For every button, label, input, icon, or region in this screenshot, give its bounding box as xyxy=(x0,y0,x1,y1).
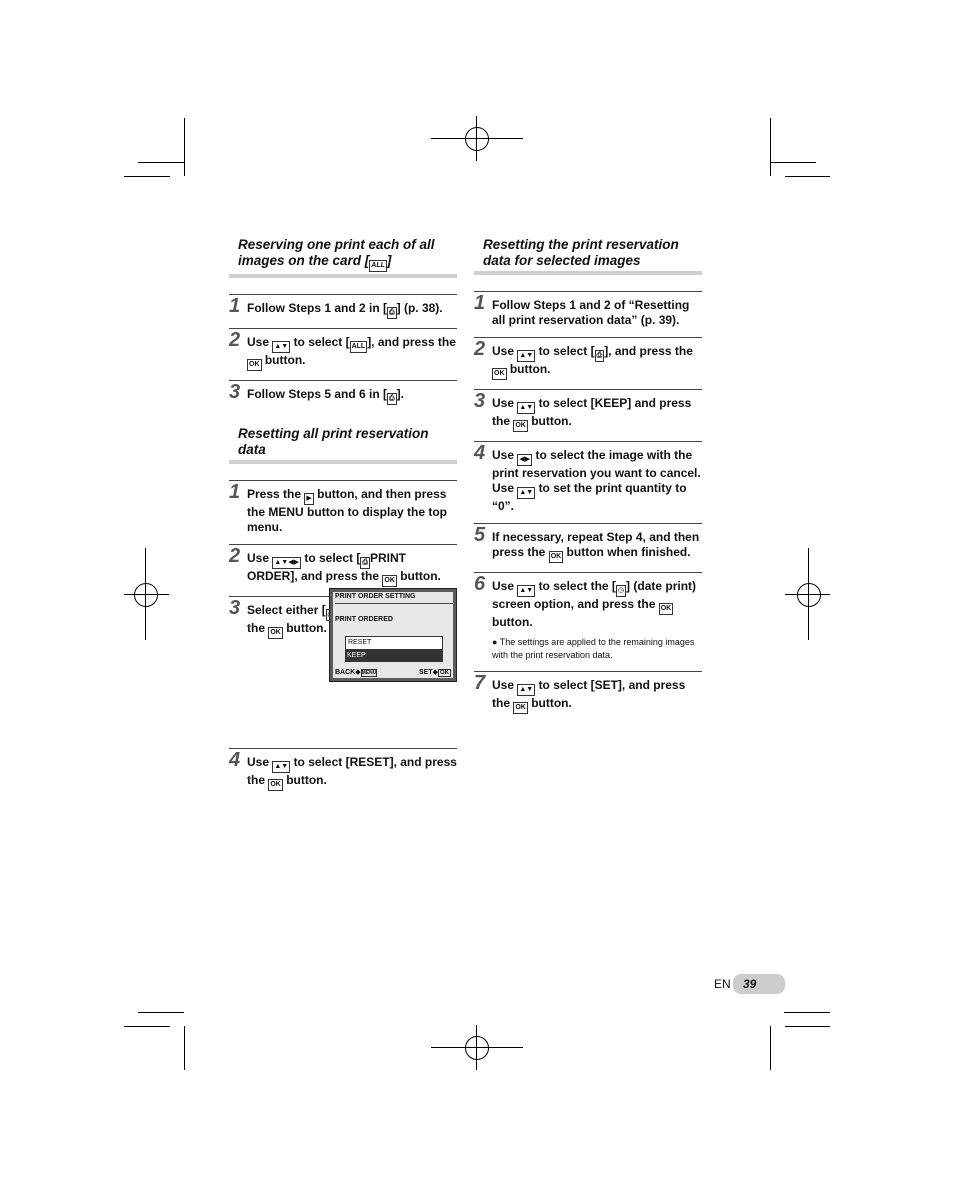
up-down-keys-icon: ▲▼ xyxy=(517,402,535,414)
section-title-reset-selected: Resetting the print reservation data for selected images xyxy=(483,237,679,268)
step-3: 3 Use ▲▼ to select [KEEP] and press the OK button. xyxy=(474,389,702,441)
language-label: EN xyxy=(714,977,731,991)
left-right-keys-icon: ◀▶ xyxy=(517,454,532,466)
section-bar xyxy=(229,274,457,278)
step-2: 2 Use ▲▼ to select [ ALL ], and press the OK button. xyxy=(229,328,457,380)
ok-button-icon: OK xyxy=(492,368,507,380)
step-1: 1 Follow Steps 1 and 2 in [ ⎙ ] (p. 38). xyxy=(229,294,457,328)
print-icon: ⎙ xyxy=(595,350,605,362)
step-1: 1 Follow Steps 1 and 2 of “Resetting all print reservation data” (p. 39). xyxy=(474,291,702,337)
option-keep[interactable]: KEEP xyxy=(345,650,443,662)
print-icon: ⎙ xyxy=(387,393,397,405)
ok-button-icon: OK xyxy=(513,702,528,714)
print-all-icon: ALL xyxy=(350,341,368,353)
menu-key: MENU xyxy=(268,505,304,519)
menu-key-icon: MENU xyxy=(361,670,377,676)
option-reset[interactable]: RESET xyxy=(345,636,443,650)
step-2: 2 Use ▲▼◀▶ to select [ ⎙ PRINT ORDER], and press the OK button. xyxy=(229,544,457,596)
print-icon: ⎙ xyxy=(387,307,397,319)
ok-button-icon: OK xyxy=(247,359,262,371)
ok-key-icon: OK xyxy=(440,670,449,676)
arrow-keys-icon: ▲▼◀▶ xyxy=(272,557,301,569)
section-title-reset-all: Resetting all print reservation data xyxy=(238,426,429,457)
step-4: 4 Use ◀▶ to select the image with the print reservation you want to cancel. Use ▲▼ to set the print quantity to “0”. xyxy=(474,441,702,523)
screen-subtitle: PRINT ORDERED xyxy=(335,616,393,623)
date-clock-icon: ◷ xyxy=(616,585,626,597)
up-down-keys-icon: ▲▼ xyxy=(517,350,535,362)
up-down-keys-icon: ▲▼ xyxy=(517,684,535,696)
ok-button-icon: OK xyxy=(659,603,674,615)
set-label: SET◆ OK xyxy=(418,669,449,676)
step-7: 7 Use ▲▼ to select [SET], and press the OK button. xyxy=(474,671,702,723)
step-note: ● The settings are applied to the remaining images with the print reservation data. xyxy=(492,637,695,660)
ok-button-icon: OK xyxy=(268,779,283,791)
step-6: 6 Use ▲▼ to select the [ ◷ ] (date print) screen option, and press the OK button. ● The settings are applied to the remaining images with the print reservation data. xyxy=(474,572,702,671)
play-icon: ▶ xyxy=(304,493,313,505)
screen-title: PRINT ORDER SETTING xyxy=(335,593,416,600)
up-down-keys-icon: ▲▼ xyxy=(517,585,535,597)
print-all-icon: ALL xyxy=(369,260,387,272)
up-down-keys-icon: ▲▼ xyxy=(517,487,535,499)
print-order-icon: ⎙ xyxy=(360,557,370,569)
ok-button-icon: OK xyxy=(382,575,397,587)
screen-divider xyxy=(335,603,453,604)
camera-screen xyxy=(329,588,457,682)
ok-button-icon: OK xyxy=(268,627,283,639)
section-bar xyxy=(229,460,457,464)
ok-button-icon: OK xyxy=(513,420,528,432)
step-2: 2 Use ▲▼ to select [ ⎙ ], and press the OK button. xyxy=(474,337,702,389)
back-label: BACK◆MENU xyxy=(335,669,377,676)
step-4: 4 Use ▲▼ to select [RESET], and press the OK button. xyxy=(229,748,457,800)
right-column xyxy=(474,237,702,723)
section-bar xyxy=(474,271,702,275)
up-down-keys-icon: ▲▼ xyxy=(272,761,290,773)
step-5: 5 If necessary, repeat Step 4, and then press the OK button when finished. xyxy=(474,523,702,572)
page-number: 39 xyxy=(733,974,785,994)
up-down-keys-icon: ▲▼ xyxy=(272,341,290,353)
section-title-reserve-all: Reserving one print each of all images on the card [ ALL ] xyxy=(229,237,457,274)
step-3: 3 Follow Steps 5 and 6 in [ ⎙ ]. xyxy=(229,380,457,414)
step-3: 3 Select either [ the OK button. xyxy=(229,596,457,748)
step-1: 1 Press the ▶ button, and then press the MENU button to display the top menu. xyxy=(229,480,457,544)
left-column xyxy=(229,237,457,800)
ok-button-icon: OK xyxy=(549,551,564,563)
